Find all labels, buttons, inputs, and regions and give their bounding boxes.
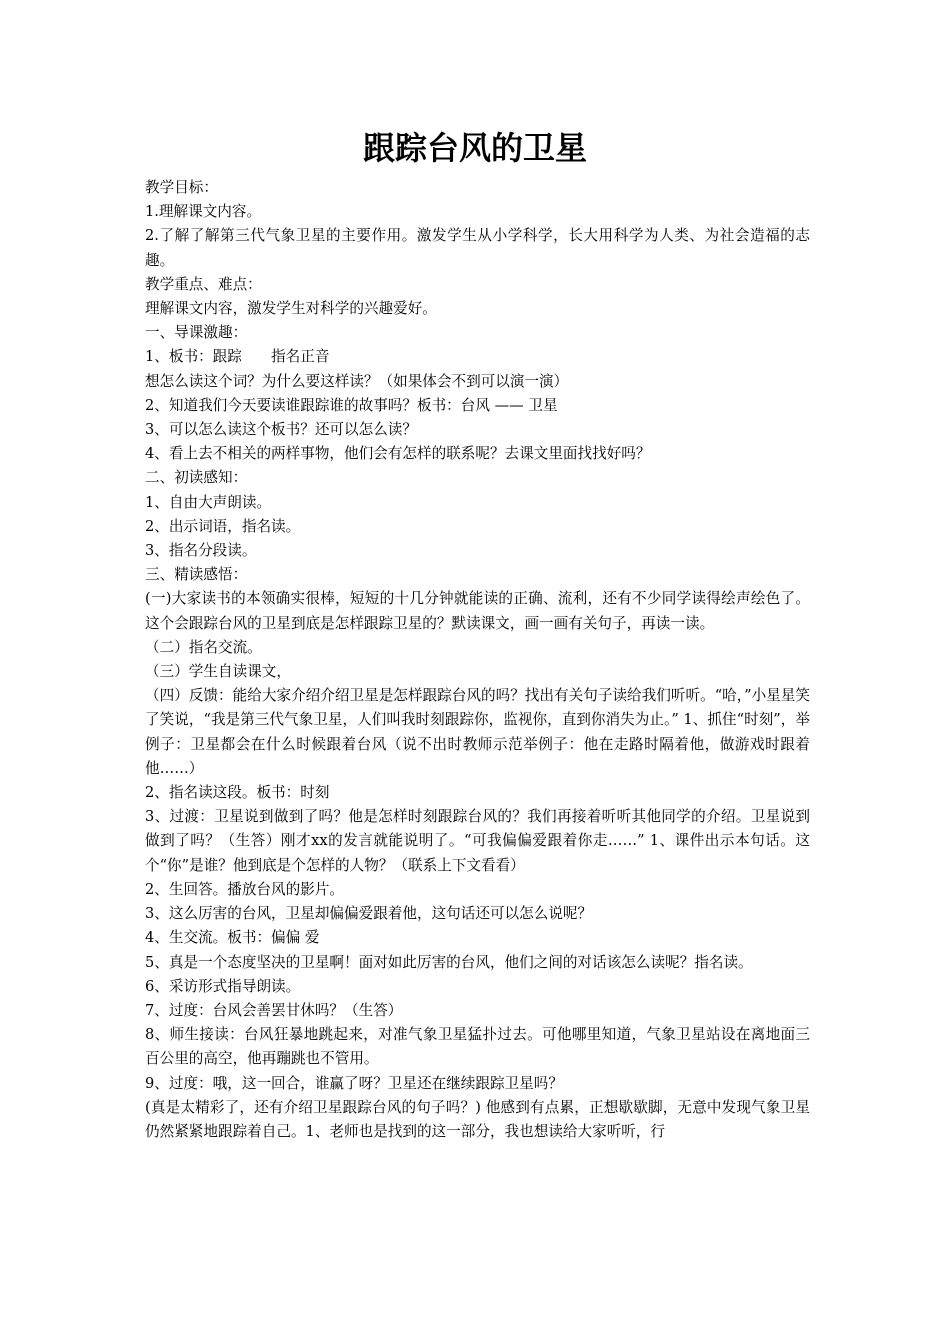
paragraph: 教学目标： [145,179,218,196]
paragraph: (真是太精彩了，还有介绍卫星跟踪台风的句子吗？) 他感到有点累，正想歇歇脚，无意中发现气象卫星仍然紧紧地跟踪着自己。1、老师也是找到的这一部分，我也想读给大家听听，行 [145,1098,810,1140]
document-body [145,176,810,1144]
paragraph: 一、导课激趣： [145,324,248,342]
paragraph: 4、生交流。板书：偏偏 爱 [145,929,320,947]
paragraph: 3、可以怎么读这个板书？还可以怎么读？ [145,421,417,439]
paragraph: 7、过度：台风会善罢甘休吗？（生答） [145,1001,403,1019]
paragraph: 3、这么厉害的台风，卫星却偏偏爱跟着他，这句话还可以怎么说呢？ [145,905,593,923]
paragraph: 二、初读感知： [145,469,248,487]
paragraph: （三）学生自读课文， [145,663,291,681]
paragraph: 2、知道我们今天要读谁跟踪谁的故事吗？板书：台风 —— 卫星 [145,396,558,414]
paragraph: 3、过渡：卫星说到做到了吗？他是怎样时刻跟踪台风的？我们再接着听听其他同学的介绍。卫星说到做到了吗？（生答）刚才xx的发言就能说明了。“可我偏偏爱跟着你走……” 1、课件出示本句话。这个“你”是谁？他到底是个怎样的人物？（联系上下文看看） [145,808,810,874]
paragraph: 1.理解课文内容。 [145,203,262,221]
paragraph: 2、出示词语，指名读。 [145,517,301,535]
document-title: 跟踪台风的卫星 [362,129,587,167]
paragraph: 1、板书：跟踪 指名正音 [145,348,330,366]
paragraph: (一)大家读书的本领确实很棒，短短的十几分钟就能读的正确、流利，还有不少同学读得绘声绘色了。这个会跟踪台风的卫星到底是怎样跟踪卫星的？默读课文，画一画有关句子，再读一读。 [145,590,810,632]
paragraph: 2.了解了解第三代气象卫星的主要作用。激发学生从小学科学，长大用科学为人类、为社会造福的志趣。 [145,227,810,269]
paragraph: 2、生回答。播放台风的影片。 [145,880,345,898]
paragraph: 6、采访形式指导朗读。 [145,977,301,995]
paragraph: （二）指名交流。 [145,638,262,656]
paragraph: （四）反馈：能给大家介绍介绍卫星是怎样跟踪台风的吗？找出有关句子读给我们听听。“哈，”小星星笑了笑说，“我是第三代气象卫星，人们叫我时刻跟踪你，监视你，直到你消失为止。” 1、抓住“时刻”，举例子：卫星都会在什么时候跟着台风（说不出时教师示范举例子：他在走路时隔着他，做游戏时跟着他……） [145,687,810,777]
paragraph: 理解课文内容，激发学生对科学的兴趣爱好。 [145,300,437,318]
paragraph: 想怎么读这个词？为什么要这样读？（如果体会不到可以演一演） [145,372,569,390]
paragraph: 5、真是一个态度坚决的卫星啊！面对如此厉害的台风，他们之间的对话该怎么读呢？指名读。 [145,953,753,971]
paragraph: 1、自由大声朗读。 [145,493,272,511]
paragraph: 2、指名读这段。板书：时刻 [145,784,330,802]
paragraph: 8、师生接读：台风狂暴地跳起来，对准气象卫星猛扑过去。可他哪里知道，气象卫星站设在离地面三百公里的高空，他再蹦跳也不管用。 [145,1026,810,1068]
paragraph: 三、精读感悟： [145,566,248,584]
paragraph: 教学重点、难点： [145,275,262,293]
paragraph: 3、指名分段读。 [145,542,257,560]
paragraph: 9、过度：哦，这一回合，谁赢了呀？卫星还在继续跟踪卫星吗？ [145,1074,563,1092]
paragraph: 4、看上去不相关的两样事物，他们会有怎样的联系呢？去课文里面找找好吗？ [145,445,651,463]
